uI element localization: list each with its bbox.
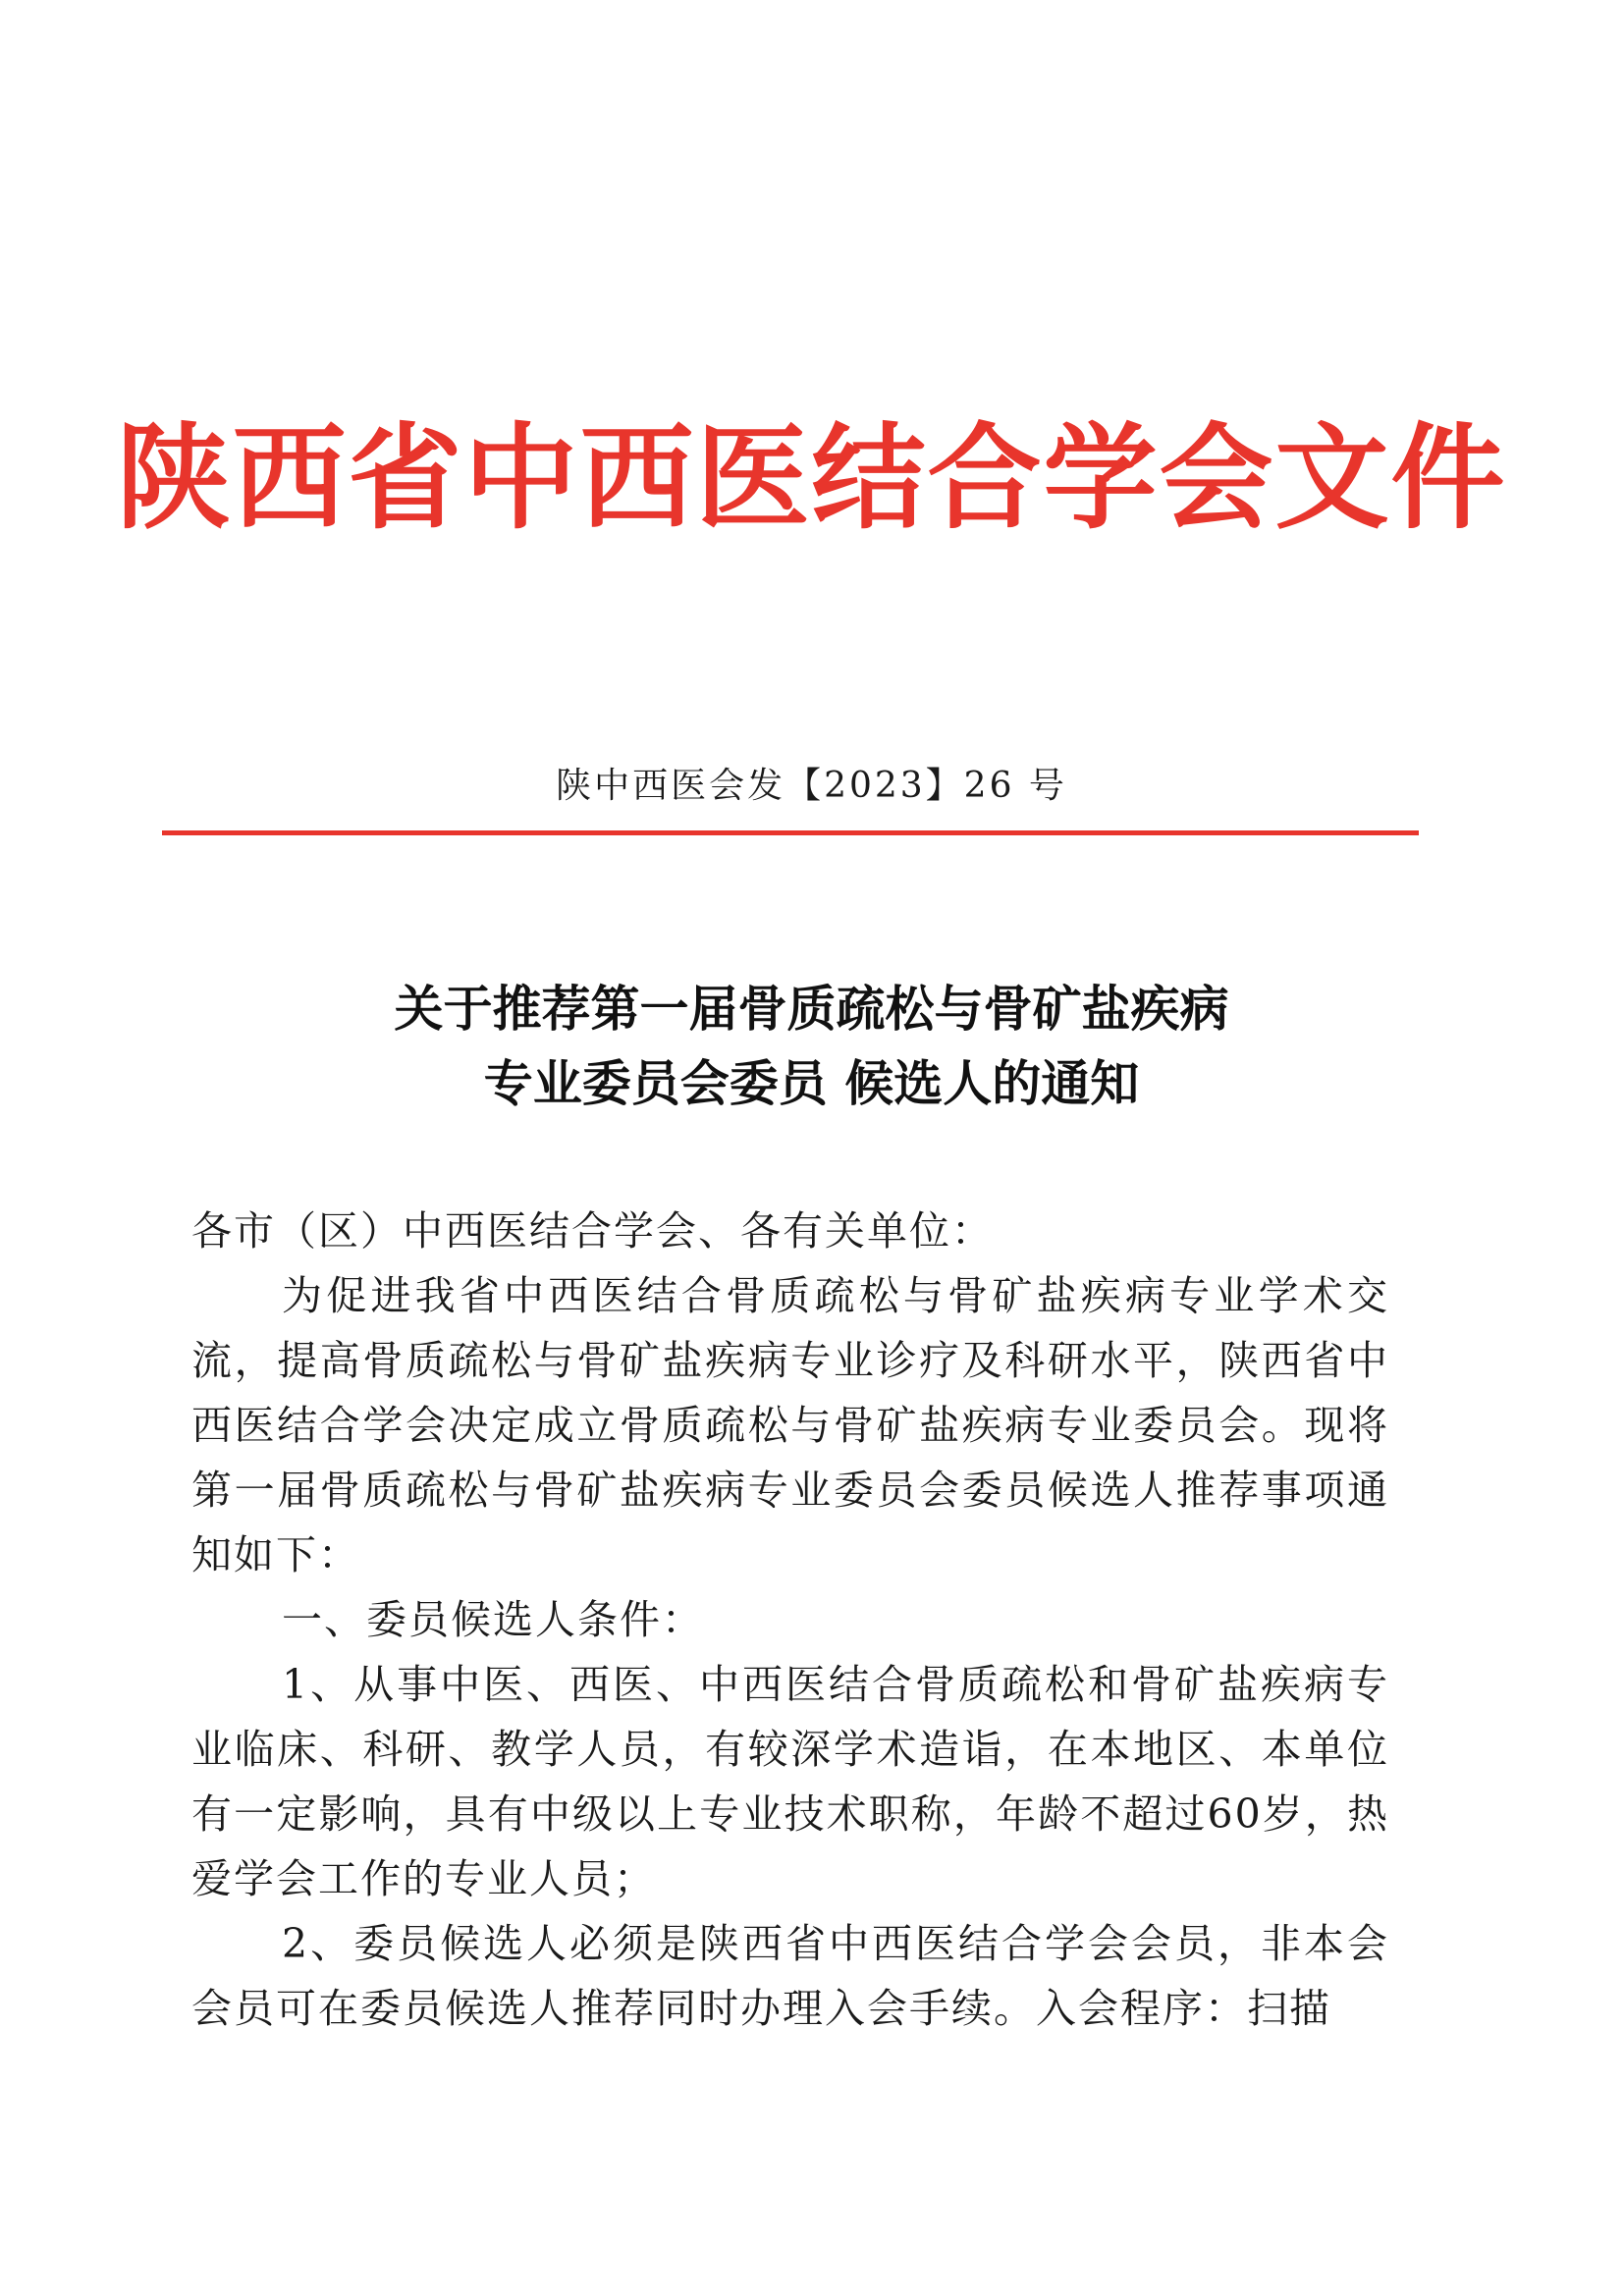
condition-item-2: 2、委员候选人必须是陕西省中西医结合学会会员，非本会会员可在委员候选人推荐同时办理入会手续。入会程序：扫描 bbox=[191, 1920, 1389, 2032]
notice-title-line-1: 关于推荐第一届骨质疏松与骨矿盐疾病 bbox=[394, 980, 1229, 1038]
red-divider-line bbox=[162, 830, 1419, 835]
organization-header-title: 陕西省中西医结合学会文件 bbox=[116, 412, 1507, 545]
section-heading: 一、委员候选人条件： bbox=[282, 1596, 704, 1643]
notice-body bbox=[191, 1199, 1389, 2041]
notice-title bbox=[0, 972, 1623, 1121]
salutation: 各市（区）中西医结合学会、各有关单位： bbox=[191, 1207, 994, 1255]
intro-paragraph: 为促进我省中西医结合骨质疏松与骨矿盐疾病专业学术交流，提高骨质疏松与骨矿盐疾病专业诊疗及科研水平，陕西省中西医结合学会决定成立骨质疏松与骨矿盐疾病专业委员会。现将第一届骨质疏松与骨矿盐疾病专业委员会委员候选人推荐事项通知如下： bbox=[191, 1272, 1389, 1578]
document-number: 陕中西医会发【2023】26 号 bbox=[556, 766, 1067, 806]
condition-item-1: 1、从事中医、西医、中西医结合骨质疏松和骨矿盐疾病专业临床、科研、教学人员，有较深学术造诣，在本地区、本单位有一定影响，具有中级以上专业技术职称，年龄不超过60岁，热爱学会工作的专业人员； bbox=[191, 1661, 1389, 1902]
notice-title-line-2: 专业委员会委员 候选人的通知 bbox=[483, 1054, 1140, 1112]
